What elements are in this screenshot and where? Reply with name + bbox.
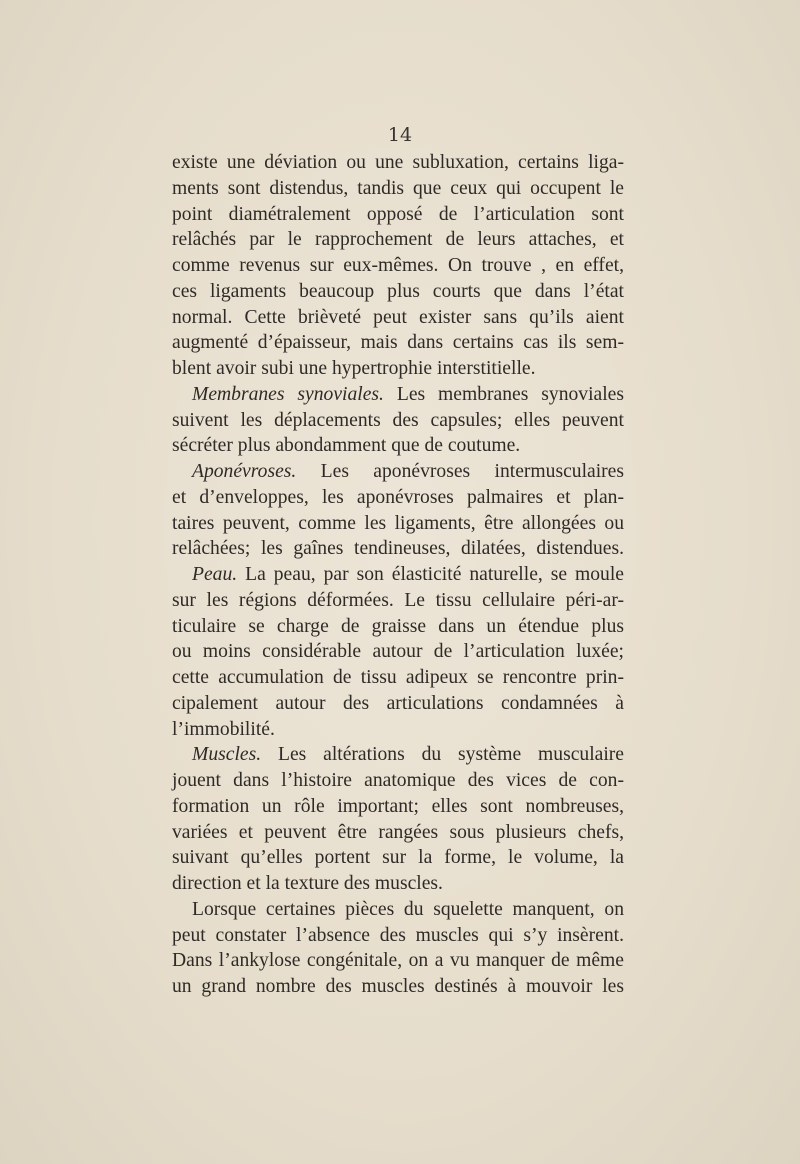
line-text: existe une déviation ou une subluxation, certains liga- — [172, 152, 624, 173]
line-text: cette accumulation de tissu adipeux se rencontre prin- — [172, 667, 624, 688]
text-line — [172, 227, 624, 253]
text-line — [172, 691, 624, 717]
text-line — [172, 511, 624, 537]
page-number: 14 — [387, 124, 413, 146]
text-line — [172, 871, 624, 897]
text-line — [172, 820, 624, 846]
line-text: relâchés par le rapprochement de leurs attaches, et — [172, 229, 624, 251]
text-line — [172, 253, 624, 279]
text-line — [172, 742, 624, 768]
text-line — [172, 717, 624, 743]
line-text: ments sont distendus, tandis que ceux qui occupent le — [172, 177, 624, 199]
line-text: l’immobilité. — [172, 718, 275, 740]
line-text: cipalement autour des articulations condamnées à — [172, 692, 624, 714]
text-line — [172, 305, 624, 331]
text-line — [172, 330, 624, 356]
text-line — [172, 974, 624, 1000]
text-line — [172, 382, 624, 408]
line-text: suivent les déplacements des capsules; elles peuvent — [172, 409, 624, 431]
text-line — [172, 614, 624, 640]
line-text: taires peuvent, comme les ligaments, être allongées ou — [172, 512, 624, 534]
line-text: sur les régions déformées. Le tissu cellulaire péri-ar- — [172, 589, 624, 611]
text-line — [172, 768, 624, 794]
section-label: Muscles. — [192, 744, 262, 766]
section-label: Aponévroses. — [192, 461, 297, 482]
line-text: formation un rôle important; elles sont nombreuses, — [172, 795, 624, 817]
line-text: sécréter plus abondamment que de coutume. — [172, 435, 521, 457]
text-line — [172, 150, 624, 176]
line-text: ticulaire se charge de graisse dans un étendue plus — [172, 615, 624, 637]
text-line — [172, 588, 624, 614]
line-text: Dans l’ankylose congénitale, on a vu manquer de même — [172, 950, 624, 972]
text-line — [172, 408, 624, 434]
line-text: blent avoir subi une hypertrophie interstitielle. — [172, 358, 536, 379]
text-line — [172, 433, 624, 459]
line-text: et d’enveloppes, les aponévroses palmaires et plan- — [172, 486, 624, 508]
line-text: suivant qu’elles portent sur la forme, le volume, la — [172, 847, 624, 869]
text-line — [172, 923, 624, 949]
text-line — [172, 794, 624, 820]
text-line — [172, 356, 624, 382]
line-text: variées et peuvent être rangées sous plusieurs chefs, — [172, 821, 624, 843]
text-line — [172, 279, 624, 305]
line-text: Les altérations du système musculaire — [261, 744, 624, 766]
line-text: Les aponévroses intermusculaires — [296, 461, 624, 482]
line-text: jouent dans l’histoire anatomique des vices de con- — [172, 770, 624, 791]
text-line — [172, 485, 624, 511]
text-line — [172, 897, 624, 923]
line-text: ces ligaments beaucoup plus courts que dans l’état — [172, 280, 624, 302]
line-text: normal. Cette brièveté peut exister sans qu’ils aient — [172, 306, 624, 328]
line-text: point diamétralement opposé de l’articulation sont — [172, 203, 624, 225]
text-line — [172, 845, 624, 871]
body-text — [172, 150, 624, 1000]
text-line — [172, 176, 624, 202]
section-label: Membranes synoviales. — [192, 383, 384, 405]
line-text: ou moins considérable autour de l’articulation luxée; — [172, 641, 624, 663]
text-line — [172, 536, 624, 562]
line-text: comme revenus sur eux-mêmes. On trouve , en effet, — [172, 255, 624, 276]
line-text: relâchées; les gaînes tendineuses, dilatées, distendues. — [172, 538, 624, 560]
section-label: Peau. — [192, 564, 238, 585]
text-line — [172, 639, 624, 665]
text-line — [172, 562, 624, 588]
line-text: peut constater l’absence des muscles qui s’y insèrent. — [172, 924, 624, 946]
text-line — [172, 459, 624, 485]
line-text: direction et la texture des muscles. — [172, 873, 443, 894]
line-text: un grand nombre des muscles destinés à mouvoir les — [172, 976, 624, 997]
text-line — [172, 202, 624, 228]
line-text: La peau, par son élasticité naturelle, se moule — [237, 564, 624, 585]
text-line — [172, 665, 624, 691]
text-line — [172, 948, 624, 974]
line-text: augmenté d’épaisseur, mais dans certains cas ils sem- — [172, 332, 624, 354]
line-text: Les membranes synoviales — [383, 383, 624, 405]
line-text: Lorsque certaines pièces du squelette manquent, on — [192, 898, 624, 920]
